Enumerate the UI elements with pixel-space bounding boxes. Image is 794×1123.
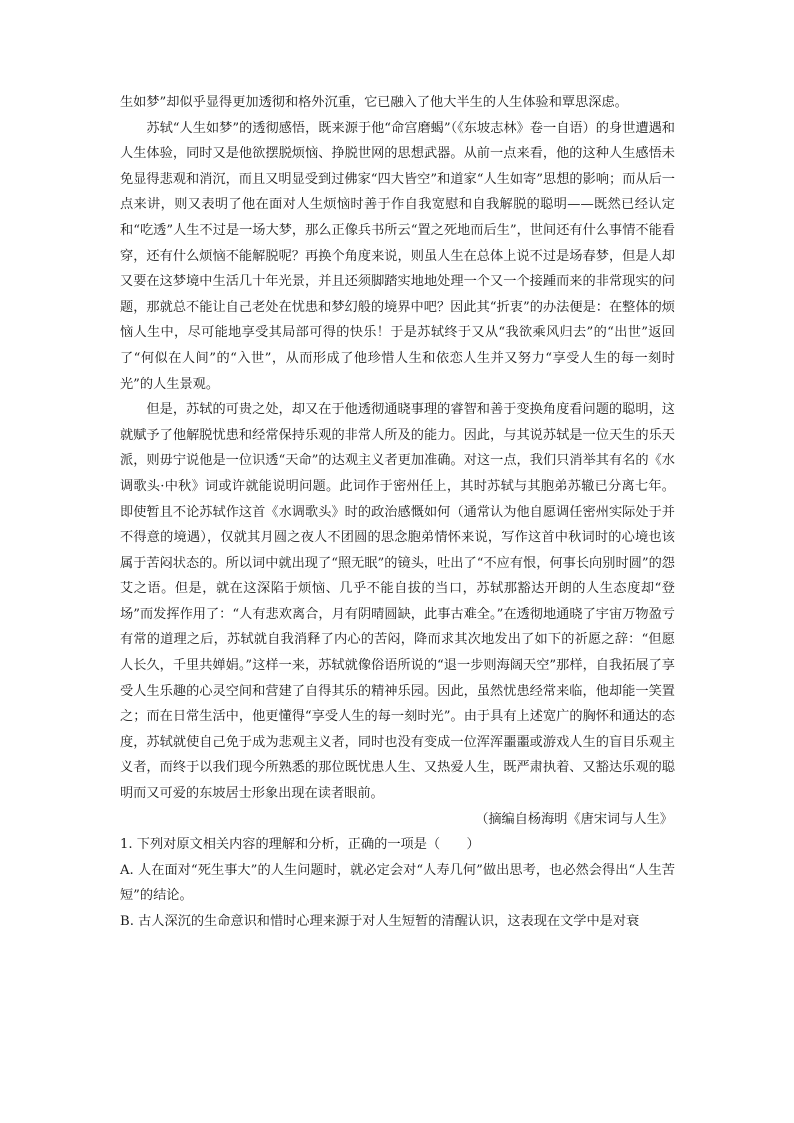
article-source: （摘编自杨海明《唐宋词与人生》 [475, 811, 673, 827]
article-paragraph-1: 生如梦”却似乎显得更加透彻和格外沉重，它已融入了他大半生的人生体验和覃思深虑。 [120, 95, 628, 110]
article-paragraph-3: 但是，苏轼的可贵之处，却又在于他透彻通晓事理的睿智和善于变换角度看问题的聪明，这就赋予了他解脱忧患和经常保持乐观的非常人所及的能力。因此，与其说苏轼是一位天生的乐天派，则毋宁说他是一位识透“天命”的达观主义者更加准确。对这一点，我们只消举其有名的《水调歌头·中秋》词或许就能说明问题。此词作于密州任上，其时苏轼与其胞弟苏辙已分离七年。即使暂且不论苏轼作这首《水调歌头》时的政治感慨如何（通常认为他自愿调任密州实际处于并不得意的境遇），仅就其月圆之夜人不团圆的思念胞弟情怀来说，写作这首中秋词时的心境也该属于苦闷状态的。所以词中就出现了“照无眠”的镜头，吐出了“不应有恨，何事长向别时圆”的怨艾之语。但是，就在这深陷于烦恼、几乎不能自拔的当口，苏轼那豁达开朗的人生态度却“登场”而发挥作用了：“人有悲欢离合，月有阴晴圆缺，此事古难全。”在透彻地通晓了宇宙万物盈亏有常的道理之后，苏轼就自我消释了内心的苦闷，降而求其次地发出了如下的祈愿之辞：“但愿人长久，千里共婵娟。”这样一来，苏轼就像俗语所说的“退一步则海阔天空”那样，自我拓展了享受人生乐趣的心灵空间和营建了自得其乐的精神乐园。因此，虽然忧患经常来临，他却能一笑置之；而在日常生活中，他更懂得“享受人生的每一刻时光”。由于具有上述宽广的胸怀和通达的态度，苏轼就使自己免于成为悲观主义者，同时也没有变成一位浑浑噩噩或游戏人生的盲目乐观主义者，而终于以我们现今所熟悉的那位既忧患人生、又热爱人生，既严肃执着、又豁达乐观的聪明而又可爱的东坡居士形象出现在读者眼前。 [120, 402, 675, 802]
article-paragraph-2: 苏轼“人生如梦”的透彻感悟，既来源于他“命宫磨蝎”（《东坡志林》卷一自语）的身世遭遇和人生体验，同时又是他欲摆脱烦恼、挣脱世网的思想武器。从前一点来看，他的这种人生感悟未免显得悲观和消沉，而且又明显受到过佛家“四大皆空”和道家“人生如寄”思想的影响；而从后一点来讲，则又表明了他在面对人生烦恼时善于作自我宽慰和自我解脱的聪明——既然已经认定和“吃透”人生不过是一场大梦，那么正像兵书所云“置之死地而后生”，世间还有什么事情不能看穿，还有什么烦恼不能解脱呢？再换个角度来说，则虽人生在总体上说不过是场春梦，但是人却又要在这梦境中生活几十年光景，并且还须脚踏实地地处理一个又一个接踵而来的非常现实的问题，那就总不能让自己老处在忧患和梦幻般的境界中吧？因此其“折衷”的办法便是：在整体的烦恼人生中，尽可能地享受其局部可得的快乐！于是苏轼终于又从“我欲乘风归去”的“出世”返回了“何似在人间”的“入世”，从而形成了他珍惜人生和依恋人生并又努力“享受人生的每一刻时光”的人生景观。 [120, 120, 675, 392]
question-stem: 1. 下列对原文相关内容的理解和分析，正确的一项是（ ） [120, 837, 480, 853]
document-page [120, 90, 675, 935]
question-option-a: A. 人在面对“死生事大”的人生问题时，就必定会对“人寿几何”做出思考，也必然会得出“人生苦短”的结论。 [120, 862, 675, 904]
question-option-b: B. 古人深沉的生命意识和惜时心理来源于对人生短暂的清醒认识，这表现在文学中是对衰 [120, 914, 640, 929]
